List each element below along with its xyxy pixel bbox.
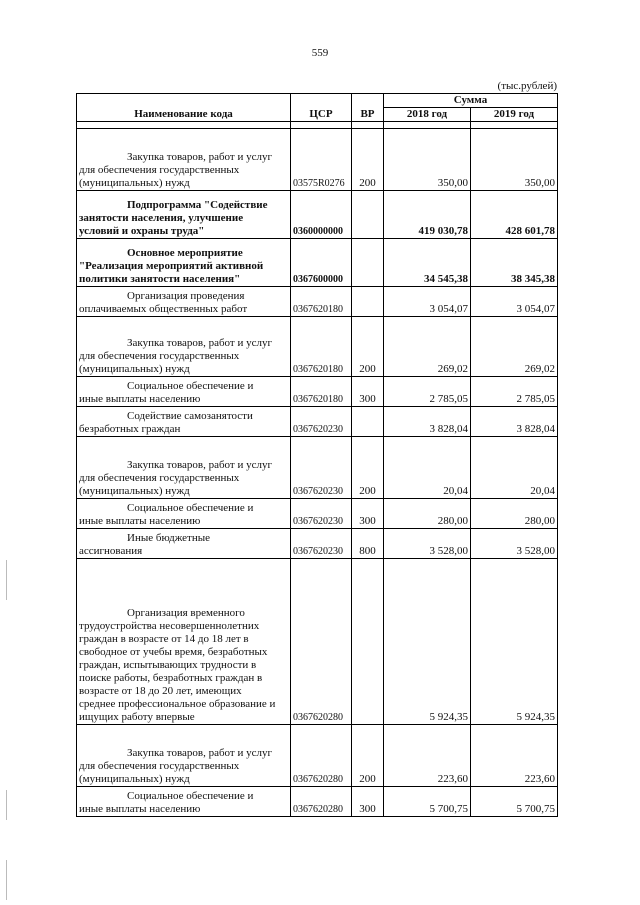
row-amount-2019: 269,02: [471, 317, 558, 377]
row-vr: 200: [352, 437, 384, 499]
row-amount-2018: 419 030,78: [384, 191, 471, 239]
row-csr: 0367620230: [291, 529, 352, 559]
row-csr: 0367620180: [291, 377, 352, 407]
row-name-line: иные выплаты населению: [79, 515, 201, 527]
row-vr: [352, 407, 384, 437]
row-name-line: граждан в возрасте от 14 до 18 лет в: [79, 633, 249, 645]
page-number: 559: [311, 47, 329, 59]
row-amount-2018: 34 545,38: [384, 239, 471, 287]
row-amount-2018: 223,60: [384, 725, 471, 787]
header-name: Наименование кода: [77, 94, 291, 122]
row-name: [77, 129, 291, 191]
row-csr: 0367620280: [291, 787, 352, 817]
row-name-line: Организация временного: [127, 607, 245, 619]
row-vr: 200: [352, 129, 384, 191]
row-vr: [352, 559, 384, 725]
row-name-line: Основное мероприятие: [127, 247, 243, 259]
row-name-line: для обеспечения государственных: [79, 472, 240, 484]
row-name-line: ищущих работу впервые: [79, 711, 195, 723]
row-amount-2018: 3 828,04: [384, 407, 471, 437]
row-csr: 0367620180: [291, 317, 352, 377]
row-name-line: Закупка товаров, работ и услуг: [127, 151, 272, 163]
row-name: [77, 529, 291, 559]
table-body: [77, 129, 558, 817]
row-name-line: возрасте от 18 до 20 лет, имеющих: [79, 685, 242, 697]
row-amount-2019: 350,00: [471, 129, 558, 191]
row-name-line: поиске работы, безработных граждан в: [79, 672, 263, 684]
row-name-line: Подпрограмма "Содействие: [127, 199, 268, 211]
row-vr: [352, 191, 384, 239]
row-csr: 03575R0276: [291, 129, 352, 191]
row-name: [77, 437, 291, 499]
row-name-line: Закупка товаров, работ и услуг: [127, 747, 272, 759]
row-name: [77, 239, 291, 287]
row-name-line: иные выплаты населению: [79, 803, 201, 815]
row-name-line: безработных граждан: [79, 423, 181, 435]
scan-mark: [6, 560, 7, 600]
row-name: [77, 377, 291, 407]
row-amount-2018: 2 785,05: [384, 377, 471, 407]
row-amount-2018: 5 700,75: [384, 787, 471, 817]
spacer-cell: [471, 122, 558, 129]
row-csr: 0367620180: [291, 287, 352, 317]
row-name-line: граждан, испытывающих трудности в: [79, 659, 257, 671]
table-row: [77, 239, 558, 287]
row-name-line: условий и охраны труда": [79, 225, 205, 237]
row-amount-2019: 5 700,75: [471, 787, 558, 817]
row-name-line: (муниципальных) нужд: [79, 177, 190, 189]
header-vr: ВР: [352, 94, 384, 122]
row-amount-2018: 350,00: [384, 129, 471, 191]
row-name-line: Закупка товаров, работ и услуг: [127, 337, 272, 349]
row-csr: 0367620230: [291, 437, 352, 499]
row-vr: 200: [352, 725, 384, 787]
table-row: [77, 129, 558, 191]
row-name-line: (муниципальных) нужд: [79, 485, 190, 497]
row-name-line: свободное от учебы время, безработных: [79, 646, 268, 658]
row-name-line: ассигнования: [79, 545, 143, 557]
row-name: [77, 787, 291, 817]
row-name-line: Социальное обеспечение и: [127, 380, 254, 392]
row-vr: 200: [352, 317, 384, 377]
row-name-line: среднее профессиональное образование и: [79, 698, 276, 710]
row-name: [77, 407, 291, 437]
row-name-line: Социальное обеспечение и: [127, 790, 254, 802]
row-name-line: для обеспечения государственных: [79, 760, 240, 772]
row-name-line: для обеспечения государственных: [79, 164, 240, 176]
row-csr: 0367620230: [291, 407, 352, 437]
row-vr: 300: [352, 377, 384, 407]
row-vr: 800: [352, 529, 384, 559]
table-row: [77, 287, 558, 317]
row-name-line: трудоустройства несовершеннолетних: [79, 620, 260, 632]
spacer-cell: [291, 122, 352, 129]
row-name: [77, 191, 291, 239]
row-csr: 0367600000: [291, 239, 352, 287]
row-amount-2019: 3 054,07: [471, 287, 558, 317]
row-amount-2019: 2 785,05: [471, 377, 558, 407]
table-row: [77, 377, 558, 407]
row-name-line: иные выплаты населению: [79, 393, 201, 405]
row-name-line: Содействие самозанятости: [127, 410, 253, 422]
row-name-line: для обеспечения государственных: [79, 350, 240, 362]
table-row: [77, 725, 558, 787]
row-amount-2019: 223,60: [471, 725, 558, 787]
row-name-line: занятости населения, улучшение: [79, 212, 244, 224]
row-name: [77, 287, 291, 317]
row-amount-2018: 3 054,07: [384, 287, 471, 317]
row-name-line: оплачиваемых общественных работ: [79, 303, 248, 315]
header-csr: ЦСР: [291, 94, 352, 122]
budget-table: [76, 93, 558, 817]
spacer-cell: [352, 122, 384, 129]
row-csr: 0360000000: [291, 191, 352, 239]
row-vr: [352, 287, 384, 317]
row-name-line: Социальное обеспечение и: [127, 502, 254, 514]
units-label: (тыс.рублей): [497, 80, 557, 92]
table-row: [77, 407, 558, 437]
row-csr: 0367620280: [291, 725, 352, 787]
row-name: [77, 499, 291, 529]
row-name-line: Закупка товаров, работ и услуг: [127, 459, 272, 471]
row-amount-2018: 5 924,35: [384, 559, 471, 725]
scan-mark: [6, 860, 7, 900]
row-amount-2019: 3 828,04: [471, 407, 558, 437]
spacer-cell: [77, 122, 291, 129]
table-row: [77, 317, 558, 377]
row-name-line: Организация проведения: [127, 290, 245, 302]
row-name: [77, 317, 291, 377]
row-name-line: "Реализация мероприятий активной: [79, 260, 264, 272]
row-amount-2018: 3 528,00: [384, 529, 471, 559]
row-vr: [352, 239, 384, 287]
table-row: [77, 559, 558, 725]
row-name: [77, 559, 291, 725]
header-year-2019: 2019 год: [471, 108, 558, 122]
row-name-line: Иные бюджетные: [127, 532, 211, 544]
header-year-2018: 2018 год: [384, 108, 471, 122]
row-amount-2019: 280,00: [471, 499, 558, 529]
table-row: [77, 529, 558, 559]
table-row: [77, 191, 558, 239]
row-name-line: (муниципальных) нужд: [79, 773, 190, 785]
scan-mark: [6, 790, 7, 820]
row-csr: 0367620280: [291, 559, 352, 725]
row-amount-2018: 269,02: [384, 317, 471, 377]
row-name-line: политики занятости населения": [79, 273, 241, 285]
row-amount-2019: 3 528,00: [471, 529, 558, 559]
table-row: [77, 499, 558, 529]
row-vr: 300: [352, 499, 384, 529]
row-name-line: (муниципальных) нужд: [79, 363, 190, 375]
row-csr: 0367620230: [291, 499, 352, 529]
row-amount-2019: 5 924,35: [471, 559, 558, 725]
row-name: [77, 725, 291, 787]
table-row: [77, 437, 558, 499]
row-vr: 300: [352, 787, 384, 817]
row-amount-2019: 428 601,78: [471, 191, 558, 239]
row-amount-2018: 280,00: [384, 499, 471, 529]
row-amount-2018: 20,04: [384, 437, 471, 499]
header-sum: Сумма: [384, 94, 558, 108]
row-amount-2019: 38 345,38: [471, 239, 558, 287]
spacer-cell: [384, 122, 471, 129]
table-row: [77, 787, 558, 817]
row-amount-2019: 20,04: [471, 437, 558, 499]
